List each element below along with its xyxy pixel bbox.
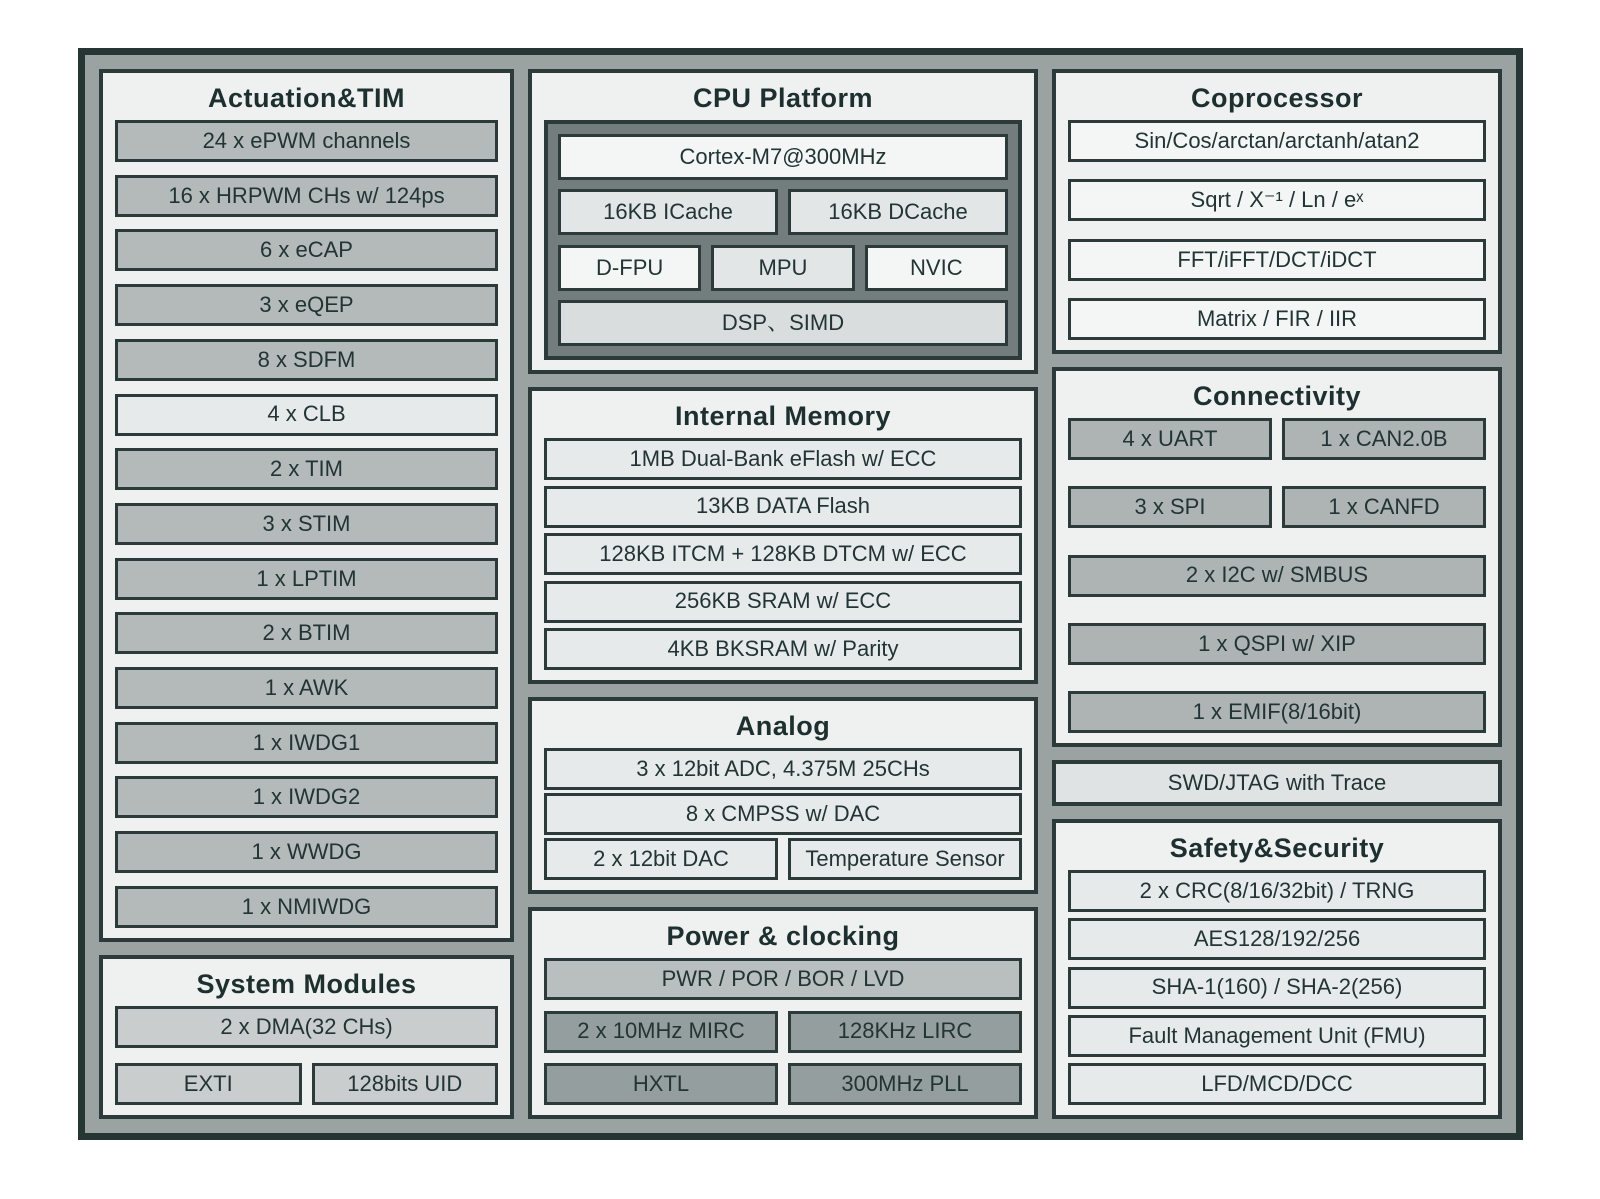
box-spi: 3 x SPI [1068,486,1272,528]
box-crc-trng: 2 x CRC(8/16/32bit) / TRNG [1068,870,1486,912]
box-can20b: 1 x CAN2.0B [1282,418,1486,460]
box-sqrt-ln-exp: Sqrt / X⁻¹ / Ln / eˣ [1068,179,1486,221]
box-sram: 256KB SRAM w/ ECC [544,581,1022,623]
box-cortex-core: Cortex-M7@300MHz [558,134,1008,180]
column-left [99,69,514,1119]
box-dfpu: D-FPU [558,245,701,291]
box-sha: SHA-1(160) / SHA-2(256) [1068,967,1486,1009]
connectivity-items [1068,418,1486,733]
box-lfd-mcd-dcc: LFD/MCD/DCC [1068,1063,1486,1105]
connectivity-row-spi-canfd [1068,486,1486,528]
chip-frame [78,48,1523,1140]
box-dma: 2 x DMA(32 CHs) [115,1006,498,1048]
box-iwdg2: 1 x IWDG2 [115,776,498,818]
box-matrix-fir-iir: Matrix / FIR / IIR [1068,298,1486,340]
box-iwdg1: 1 x IWDG1 [115,722,498,764]
box-bksram: 4KB BKSRAM w/ Parity [544,628,1022,670]
box-adc: 3 x 12bit ADC, 4.375M 25CHs [544,748,1022,790]
power-row-osc [544,1011,1022,1053]
internal-memory-items [544,438,1022,670]
box-canfd: 1 x CANFD [1282,486,1486,528]
column-middle [528,69,1038,1119]
box-eqep: 3 x eQEP [115,284,498,326]
section-cpu-platform [528,69,1038,374]
box-data-flash: 13KB DATA Flash [544,486,1022,528]
system-modules-row [115,1063,498,1105]
system-modules-items [115,1006,498,1105]
cpu-platform-title: CPU Platform [692,83,874,113]
box-pwr-por-bor-lvd: PWR / POR / BOR / LVD [544,958,1022,1000]
box-fmu: Fault Management Unit (FMU) [1068,1015,1486,1057]
power-clocking-title: Power & clocking [666,921,900,951]
connectivity-row-uart-can [1068,418,1486,460]
box-wwdg: 1 x WWDG [115,831,498,873]
box-epwm-channels: 24 x ePWM channels [115,120,498,162]
analog-items [544,748,1022,880]
safety-security-title: Safety&Security [1169,833,1385,863]
box-nmiwdg: 1 x NMIWDG [115,886,498,928]
box-dac: 2 x 12bit DAC [544,838,778,880]
box-ecap: 6 x eCAP [115,229,498,271]
box-pll: 300MHz PLL [788,1063,1022,1105]
analog-dac-row [544,838,1022,880]
box-itcm-dtcm: 128KB ITCM + 128KB DTCM w/ ECC [544,533,1022,575]
box-i2c-smbus: 2 x I2C w/ SMBUS [1068,555,1486,597]
section-system-modules [99,955,514,1119]
cpu-core-container [544,120,1022,360]
cpu-cache-row [558,189,1008,235]
box-hrpwm: 16 x HRPWM CHs w/ 124ps [115,175,498,217]
box-temp-sensor: Temperature Sensor [788,838,1022,880]
box-btim: 2 x BTIM [115,612,498,654]
box-clb: 4 x CLB [115,394,498,436]
section-analog [528,697,1038,894]
safety-security-items [1068,870,1486,1105]
box-tim: 2 x TIM [115,448,498,490]
box-emif: 1 x EMIF(8/16bit) [1068,691,1486,733]
box-nvic: NVIC [865,245,1008,291]
box-icache: 16KB ICache [558,189,778,235]
internal-memory-title: Internal Memory [674,401,892,431]
column-right [1052,69,1502,1119]
section-safety-security [1052,819,1502,1119]
coprocessor-title: Coprocessor [1190,83,1364,113]
box-lptim: 1 x LPTIM [115,558,498,600]
box-trig-functions: Sin/Cos/arctan/arctanh/atan2 [1068,120,1486,162]
section-connectivity [1052,367,1502,747]
box-awk: 1 x AWK [115,667,498,709]
box-lirc: 128KHz LIRC [788,1011,1022,1053]
box-eflash: 1MB Dual-Bank eFlash w/ ECC [544,438,1022,480]
power-row-xtal [544,1063,1022,1105]
box-qspi-xip: 1 x QSPI w/ XIP [1068,623,1486,665]
coprocessor-items [1068,120,1486,340]
box-cmpss: 8 x CMPSS w/ DAC [544,793,1022,835]
box-swd-jtag: SWD/JTAG with Trace [1052,760,1502,806]
box-stim: 3 x STIM [115,503,498,545]
system-modules-title: System Modules [196,969,417,999]
box-aes: AES128/192/256 [1068,918,1486,960]
section-coprocessor [1052,69,1502,354]
section-actuation-tim [99,69,514,942]
box-uart: 4 x UART [1068,418,1272,460]
section-internal-memory [528,387,1038,684]
box-exti: EXTI [115,1063,302,1105]
box-fft-dct: FFT/iFFT/DCT/iDCT [1068,239,1486,281]
box-dsp-simd: DSP、SIMD [558,300,1008,346]
section-power-clocking [528,907,1038,1119]
analog-title: Analog [735,711,831,741]
box-mirc: 2 x 10MHz MIRC [544,1011,778,1053]
box-mpu: MPU [711,245,854,291]
box-sdfm: 8 x SDFM [115,339,498,381]
power-clocking-items [544,958,1022,1105]
cpu-fpu-row [558,245,1008,291]
box-uid: 128bits UID [312,1063,499,1105]
connectivity-title: Connectivity [1192,381,1362,411]
box-hxtl: HXTL [544,1063,778,1105]
actuation-tim-title: Actuation&TIM [208,83,405,113]
box-dcache: 16KB DCache [788,189,1008,235]
actuation-items [115,120,498,928]
